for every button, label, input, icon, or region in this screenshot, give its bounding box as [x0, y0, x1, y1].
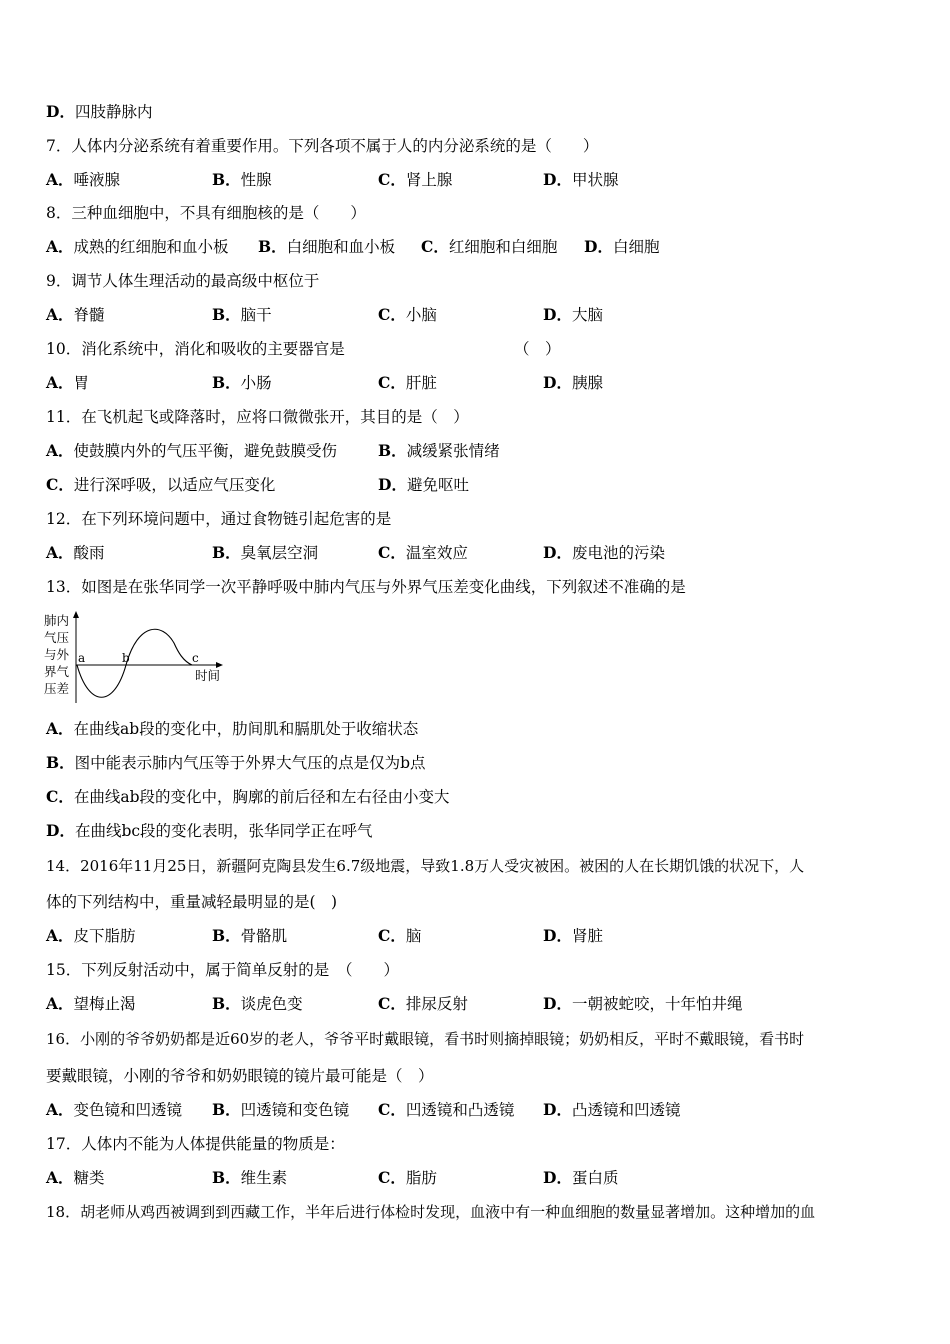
q16-option-a: A．变色镜和凹透镜 — [46, 1100, 183, 1119]
q15-option-c: C．排尿反射 — [378, 994, 468, 1013]
q10-option-c: C．肝脏 — [378, 373, 437, 392]
q17-option-a: A．糖类 — [46, 1168, 105, 1187]
q8-option-c: C．红细胞和白细胞 — [421, 237, 558, 256]
q14-option-a: A．皮下脂肪 — [46, 926, 136, 945]
y-axis-label-line-2: 气压 — [44, 630, 70, 645]
q9-stem: 9．调节人体生理活动的最高级中枢位于 — [46, 272, 320, 290]
q13-option-c: C．在曲线ab段的变化中，胸廓的前后径和左右径由小变大 — [46, 787, 450, 806]
q14-option-d: D．肾脏 — [543, 926, 603, 945]
q11-stem: 11．在飞机起飞或降落时，应将口微微张开，其目的是（ ） — [46, 408, 469, 426]
q7-option-d: D．甲状腺 — [543, 170, 619, 189]
q16-option-b: B．凹透镜和变色镜 — [212, 1100, 350, 1119]
q9-option-a: A．脊髓 — [46, 305, 105, 324]
q16-stem-line-1: 16．小刚的爷爷奶奶都是近60岁的老人，爷爷平时戴眼镜，看书时则摘掉眼镜；奶奶相反，平时不戴眼镜，看书时 — [46, 1030, 805, 1048]
q9-option-c: C．小脑 — [378, 305, 437, 324]
q14-stem-line-1: 14．2016年11月25日，新疆阿克陶县发生6.7级地震，导致1.8万人受灾被困。被困的人在长期饥饿的状况下，人 — [46, 857, 805, 875]
q15-option-a: A．望梅止渴 — [46, 994, 136, 1013]
q13-stem: 13．如图是在张华同学一次平静呼吸中肺内气压与外界气压差变化曲线，下列叙述不准确的是 — [46, 578, 686, 596]
q10-answer-blank: （ ） — [514, 340, 561, 358]
q13-option-b: B．图中能表示肺内气压等于外界大气压的点是仅为b点 — [46, 753, 426, 772]
q10-option-b: B．小肠 — [212, 373, 272, 392]
q8-option-b: B．白细胞和血小板 — [258, 237, 396, 256]
q13-pressure-curve-figure — [40, 608, 230, 704]
q13-option-d: D．在曲线bc段的变化表明，张华同学正在呼气 — [46, 821, 373, 840]
q12-option-a: A．酸雨 — [46, 543, 105, 562]
q7-option-b: B．性腺 — [212, 170, 272, 189]
q12-stem: 12．在下列环境问题中，通过食物链引起危害的是 — [46, 510, 392, 528]
q17-option-c: C．脂肪 — [378, 1168, 437, 1187]
q14-option-b: B．骨骼肌 — [212, 926, 288, 945]
q16-option-c: C．凹透镜和凸透镜 — [378, 1100, 515, 1119]
y-axis-label-line-4: 界气 — [44, 664, 70, 679]
x-axis-label: 时间 — [195, 668, 221, 683]
q11-option-c: C．进行深呼吸，以适应气压变化 — [46, 475, 276, 494]
q10-option-d: D．胰腺 — [543, 373, 603, 392]
q7-option-c: C．肾上腺 — [378, 170, 453, 189]
q18-stem-line-1: 18．胡老师从鸡西被调到到西藏工作，半年后进行体检时发现，血液中有一种血细胞的数量显著增加。这种增加的血 — [46, 1203, 816, 1221]
q15-stem: 15．下列反射活动中，属于简单反射的是 （ ） — [46, 961, 399, 979]
q12-option-d: D．废电池的污染 — [543, 543, 665, 562]
q8-stem: 8．三种血细胞中，不具有细胞核的是（ ） — [46, 204, 366, 222]
y-axis-label-line-5: 压差 — [44, 681, 70, 696]
q7-stem: 7．人体内分泌系统有着重要作用。下列各项不属于人的内分泌系统的是（ ） — [46, 137, 599, 155]
q15-option-d: D．一朝被蛇咬，十年怕井绳 — [543, 994, 743, 1013]
q9-option-d: D．大脑 — [543, 305, 603, 324]
q16-option-d: D．凸透镜和凹透镜 — [543, 1100, 681, 1119]
q10-stem: 10．消化系统中，消化和吸收的主要器官是 — [46, 340, 345, 358]
q17-stem: 17．人体内不能为人体提供能量的物质是： — [46, 1135, 345, 1153]
q6-option-d: D．四肢静脉内 — [46, 102, 153, 121]
q11-option-a: A．使鼓膜内外的气压平衡，避免鼓膜受伤 — [46, 441, 338, 460]
y-axis-label-line-1: 肺内 — [44, 613, 70, 628]
q15-option-b: B．谈虎色变 — [212, 994, 303, 1013]
q14-stem-line-2: 体的下列结构中，重量减轻最明显的是( ) — [46, 893, 338, 911]
point-c-label: c — [192, 651, 199, 665]
q17-option-d: D．蛋白质 — [543, 1168, 619, 1187]
q10-option-a: A．胃 — [46, 373, 90, 392]
q8-option-d: D．白细胞 — [584, 237, 660, 256]
q13-option-a: A．在曲线ab段的变化中，肋间肌和膈肌处于收缩状态 — [46, 719, 419, 738]
q9-option-b: B．脑干 — [212, 305, 272, 324]
q16-stem-line-2: 要戴眼镜，小刚的爷爷和奶奶眼镜的镜片最可能是（ ） — [46, 1067, 434, 1085]
q12-option-b: B．臭氧层空洞 — [212, 543, 319, 562]
q17-option-b: B．维生素 — [212, 1168, 288, 1187]
q12-option-c: C．温室效应 — [378, 543, 468, 562]
pressure-difference-curve — [77, 629, 192, 697]
q11-option-b: B．减缓紧张情绪 — [378, 441, 500, 460]
y-axis-arrow-icon — [73, 611, 79, 618]
point-a-label: a — [78, 651, 86, 665]
point-b-label: b — [122, 651, 130, 665]
q11-option-d: D．避免呕吐 — [378, 475, 469, 494]
q8-option-a: A．成熟的红细胞和血小板 — [46, 237, 229, 256]
q14-option-c: C．脑 — [378, 926, 422, 945]
y-axis-label-line-3: 与外 — [44, 647, 70, 662]
q7-option-a: A．唾液腺 — [46, 170, 121, 189]
